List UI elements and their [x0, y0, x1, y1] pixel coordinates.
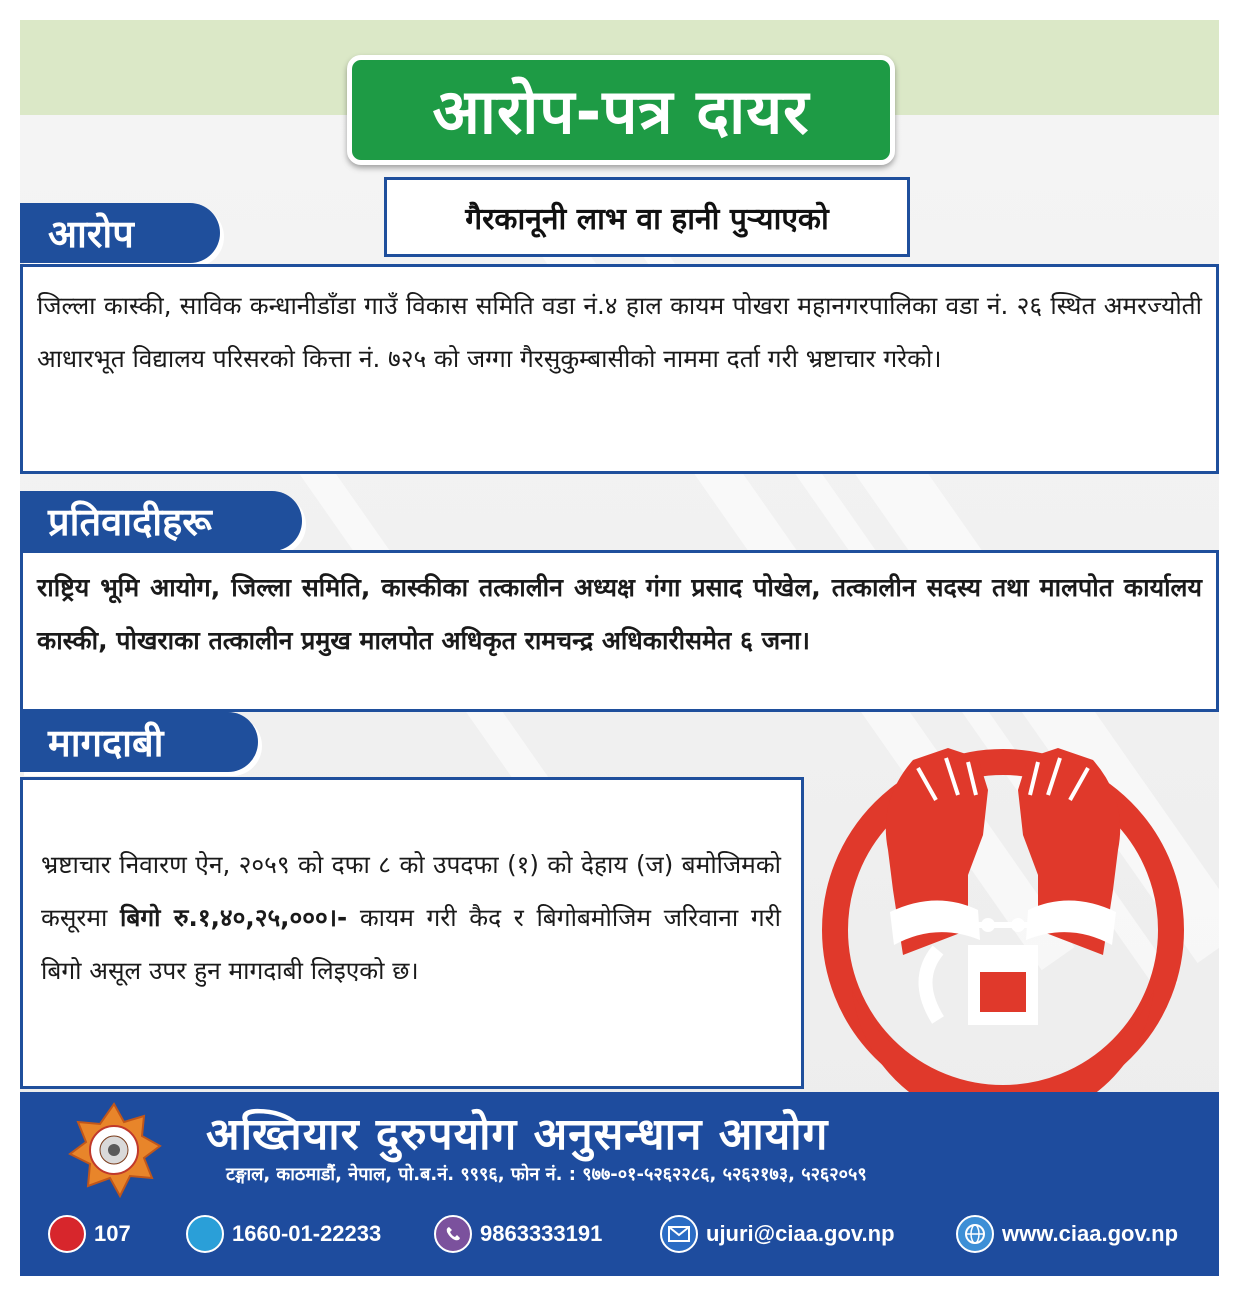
footer-bar: [20, 1092, 1219, 1276]
claim-box: [20, 777, 804, 1089]
email-address: ujuri@ciaa.gov.np: [706, 1221, 895, 1246]
ciaa-logo-icon: [66, 1102, 162, 1198]
allegation-heading-tab: [20, 203, 220, 263]
allegation-heading: आरोप: [48, 212, 134, 256]
claim-heading: मागदाबी: [48, 721, 164, 765]
hotline-icon: [48, 1215, 86, 1253]
poster: [20, 20, 1219, 1276]
viber-number: 9863333191: [480, 1221, 603, 1246]
hotline-number: 107: [94, 1221, 131, 1246]
toll-free-icon: [186, 1215, 224, 1253]
allegation-box: [20, 264, 1219, 474]
contact-row: [48, 1210, 1198, 1258]
claim-amount: बिगो रु.१,४०,२५,०००।-: [120, 903, 348, 932]
claim-text: [41, 838, 781, 997]
organization-name: अख्तियार दुरुपयोग अनुसन्धान आयोग: [206, 1109, 829, 1160]
handcuffed-fists-icon: [818, 740, 1188, 1110]
hotline-contact[interactable]: [48, 1210, 131, 1258]
website-url: www.ciaa.gov.np: [1002, 1221, 1179, 1246]
viber-contact[interactable]: [434, 1210, 602, 1258]
claim-text-end: कायम गरी कैद र बिगोबमोजिम जरिवाना गरी बिगो असूल उपर हुन मागदाबी लिइएको छ।: [41, 903, 781, 985]
defendants-heading-tab: [20, 491, 302, 551]
claim-text-start: भ्रष्टाचार निवारण ऐन, २०५९ को दफा ८ को उपदफा (१) को देहाय (ज) बमोजिमको कसूरमा: [41, 850, 781, 932]
page-title: आरोप-पत्र दायर: [432, 75, 810, 148]
claim-heading-tab: [20, 712, 258, 772]
email-icon: [660, 1215, 698, 1253]
website-contact[interactable]: [956, 1210, 1178, 1258]
subtitle-banner: [384, 177, 910, 257]
email-contact[interactable]: [660, 1210, 895, 1258]
viber-icon: [434, 1215, 472, 1253]
globe-icon: [956, 1215, 994, 1253]
defendants-text: राष्ट्रिय भूमि आयोग, जिल्ला समिति, कास्कीका तत्कालीन अध्यक्ष गंगा प्रसाद पोखेल, तत्कालीन सदस्य तथा मालपोत कार्यालय कास्की, पोखराका तत्कालीन प्रमुख मालपोत अधिकृत रामचन्द्र अधिकारीसमेत ६ जना।: [37, 573, 1202, 655]
toll-free-number: 1660-01-22233: [232, 1221, 382, 1246]
page-subtitle: गैरकानूनी लाभ वा हानी पुऱ्याएको: [465, 201, 829, 237]
allegation-text: जिल्ला कास्की, साविक कन्धानीडाँडा गाउँ विकास समिति वडा नं.४ हाल कायम पोखरा महानगरपालिका वडा नं. २६ स्थित अमरज्योती आधारभूत विद्यालय परिसरको कित्ता नं. ७२५ को जग्गा गैरसुकुम्बासीको नाममा दर्ता गरी भ्रष्टाचार गरेको।: [37, 291, 1202, 373]
toll-free-contact[interactable]: [186, 1210, 381, 1258]
defendants-box: [20, 550, 1219, 712]
organization-address: टङ्गाल, काठमाडौं, नेपाल, पो.ब.नं. ९९९६, फोन नं. : ९७७-०१-५२६२२८६, ५२६२१७३, ५२६२०५९: [226, 1164, 867, 1185]
title-banner: [347, 55, 895, 165]
defendants-heading: प्रतिवादीहरू: [48, 500, 212, 544]
